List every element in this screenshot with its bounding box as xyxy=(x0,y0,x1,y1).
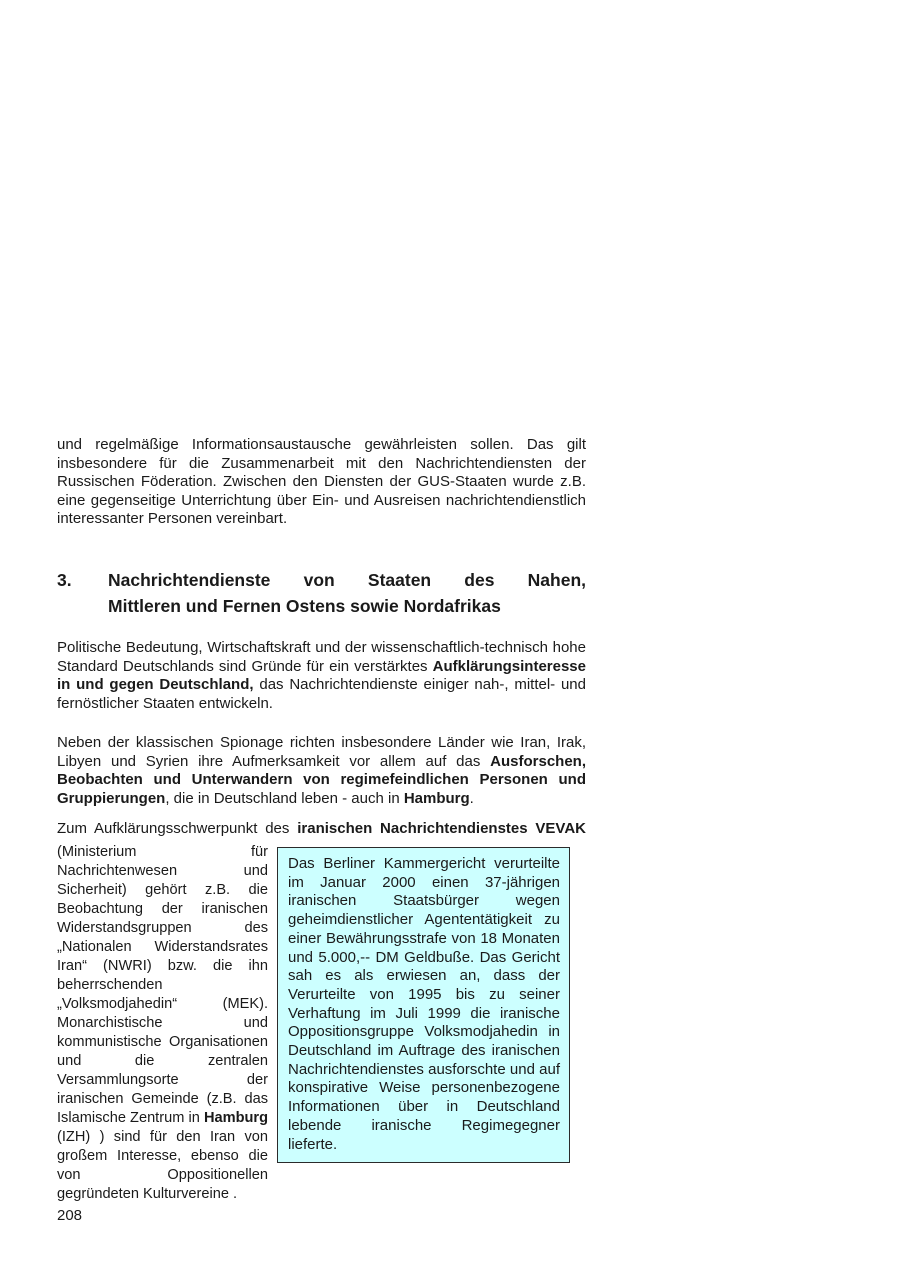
section-title-line1: Nachrichtendienste von Staaten des Nahen, xyxy=(108,570,586,590)
section-title xyxy=(108,567,586,619)
two-column-section xyxy=(57,843,586,1204)
paragraph-spionage-laender: Neben der klassischen Spionage richten insbesondere Länder wie Iran, Irak, Libyen und Syrien ihre Aufmerksamkeit vor allem auf das Ausforschen, Beobachten und Unterwandern von regimefeindlichen Personen und Gruppierungen, die in Deutschland leben - auch in Hamburg. xyxy=(57,734,586,807)
section-title-line2: Mittleren und Fernen Ostens sowie Nordafrikas xyxy=(108,596,501,616)
continuation-paragraph: und regelmäßige Informationsaustausche gewährleisten sollen. Das gilt insbesondere für die Zusammenarbeit mit den Nachrichtendiensten der Russischen Föderation. Zwischen den Diensten der GUS-Staaten wurde z.B. eine gegenseitige Unterrichtung über Ein- und Ausreisen nachrichtendienstlich interessanter Personen vereinbart. xyxy=(57,436,586,527)
section-heading xyxy=(57,567,586,619)
page-number: 208 xyxy=(57,1207,83,1224)
section-number: 3. xyxy=(57,570,72,590)
paragraph-aufklaerungsinteresse: Politische Bedeutung, Wirtschaftskraft und der wissenschaftlich-technisch hohe Standard Deutschlands sind Gründe für ein verstärktes Aufklärungsinteresse in und gegen Deutschland, das Nachrichtendienste einiger nah-, mittel- und fernöstlicher Staaten entwickeln. xyxy=(57,639,586,712)
case-info-box xyxy=(277,847,570,1163)
left-column-text: (Ministerium für Nachrichtenwesen und Sicherheit) gehört z.B. die Beobachtung der iranischen Widerstandsgruppen des „Nationalen Widerstandsrates Iran“ (NWRI) bzw. die ihn beherrschenden „Volksmodjahedin“ (MEK). Monarchistische und kommunistische Organisationen und die zentralen Versammlungsorte der iranischen Gemeinde (z.B. das Islamische Zentrum in Hamburg (IZH) ) sind für den Iran von großem Interesse, ebenso die von Oppositionellen gegründeten Kulturvereine . xyxy=(57,844,268,1202)
paragraph-vevak-intro: Zum Aufklärungsschwerpunkt des iranischen Nachrichtendienstes VEVAK xyxy=(57,820,586,837)
case-info-text: Das Berliner Kammergericht verurteilte im Januar 2000 einen 37-jährigen iranischen Staatsbürger wegen geheimdienstlicher Agententätigkeit zu einer Bewährungsstrafe von 18 Monaten und 5.000,-- DM Geldbuße. Das Gericht sah es als erwiesen an, dass der Verurteilte von 1995 bis zu seiner Verhaftung im Juli 1999 die iranische Oppositionsgruppe Volksmodjahedin in Deutschland im Auftrage des iranischen Nachrichtendienstes ausforschte und auf konspirative Weise personenbezogene Informationen über in Deutschland lebende iranische Regimegegner lieferte. xyxy=(288,855,560,1153)
